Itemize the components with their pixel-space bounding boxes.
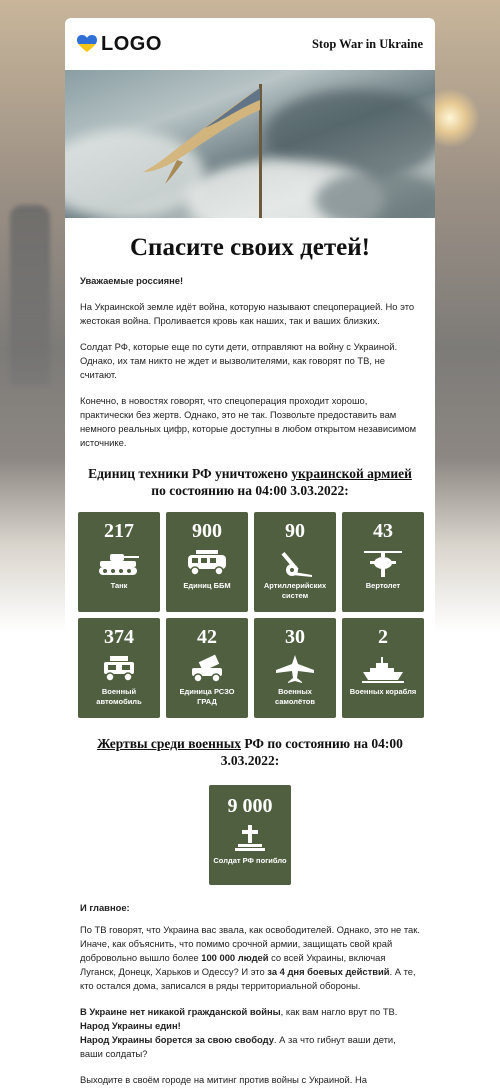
text-bold: Народ Украины един!	[80, 1020, 181, 1031]
tank-icon	[96, 548, 142, 578]
header	[65, 18, 435, 70]
helicopter-icon	[360, 548, 406, 578]
page-title: Спасите своих детей!	[129, 234, 370, 261]
tile-label: Солдат РФ погибло	[213, 856, 287, 865]
tile-ships	[342, 618, 424, 718]
tile-count: 900	[192, 520, 222, 542]
paragraph-2: Солдат РФ, которые еще по сути дети, отправляют на войну с Украиной. Однако, их там никто не ждет и вызволителями, как говорят по ТВ, не считают.	[80, 341, 398, 380]
tile-label: Военных самолётов	[275, 687, 315, 706]
fighter-jet-icon	[272, 654, 318, 684]
rocket-launcher-icon	[184, 654, 230, 684]
tile-label: Единица РСЗО ГРАД	[179, 687, 235, 706]
equipment-heading-text-2: по состоянию на 04:00 3.03.2022:	[151, 483, 349, 498]
paragraph-3: Конечно, в новостях говорят, что спецоперация проходит хорошо, практически без жертв. Однако, это не так. Позвольте предоставить вам немного реальных цифр, которые доступны в любом открытом независимом источнике.	[80, 395, 417, 448]
paragraph-1: На Украинской земле идёт война, которую называют спецоперацией. Но это жестокая война. Проливается кровь как наших, так и ваших близких.	[80, 301, 415, 326]
tile-label: Вертолет	[365, 581, 401, 590]
text-bold: за 4 дня боевых действий	[267, 966, 390, 977]
flag-icon	[135, 80, 275, 218]
text: . А за что гибнут ваши дети, ваши солдаты?	[80, 1034, 396, 1059]
email-card	[65, 18, 435, 1090]
text: , как вам нагло врут по ТВ.	[280, 1006, 398, 1017]
text-bold: 100 000 людей	[201, 952, 269, 963]
tile-label: Военный автомобиль	[96, 687, 142, 706]
tile-label: Военных корабля	[349, 687, 417, 696]
ukrainian-army-link[interactable]: украинской армией	[291, 466, 412, 481]
tile-count: 43	[373, 520, 393, 542]
hero-image	[65, 70, 435, 218]
tile-count: 2	[378, 626, 388, 648]
main-paragraph-2	[80, 1005, 420, 1061]
artillery-icon	[272, 548, 318, 578]
tile-soldiers-killed	[209, 785, 291, 885]
tile-count: 217	[104, 520, 134, 542]
logo[interactable]	[77, 33, 162, 56]
logo-text: LOGO	[101, 32, 162, 55]
tile-count: 30	[285, 626, 305, 648]
tile-helicopters	[342, 512, 424, 612]
military-truck-icon	[96, 654, 142, 684]
equipment-heading-text-1: Единиц техники РФ уничтожено	[88, 466, 292, 481]
casualties-link[interactable]: Жертвы среди военных	[97, 736, 241, 751]
tile-trucks	[78, 618, 160, 718]
main-paragraph-3: Выходите в своём городе на митинг против войны с Украиной. На	[80, 1074, 367, 1085]
tile-label: Единиц ББМ	[183, 581, 231, 590]
text-bold: В Украине нет никакой гражданской войны	[80, 1006, 281, 1017]
heart-flag-icon	[77, 35, 97, 53]
equipment-grid	[78, 512, 420, 718]
text: со всей Украины, включая Луганск, Донецк, Харьков и Одессу? И это	[80, 952, 386, 977]
main-paragraph-1	[80, 923, 420, 993]
tile-grad	[166, 618, 248, 718]
tile-bbm	[166, 512, 248, 612]
tile-count: 90	[285, 520, 305, 542]
text-bold: Народ Украины борется за свою свободу	[80, 1034, 274, 1045]
tile-count: 9 000	[227, 795, 273, 817]
background-statue	[10, 205, 50, 385]
main-heading: И главное:	[80, 902, 130, 913]
equipment-heading	[80, 465, 420, 499]
tile-jets	[254, 618, 336, 718]
greeting: Уважаемые россияне!	[80, 275, 184, 286]
losses-heading	[80, 735, 420, 769]
armored-vehicle-icon	[184, 548, 230, 578]
text: По ТВ говорят, что Украина вас звала, как освободителей. Однако, это не так. Иначе, как объяснить, что помимо срочной армии, защищать свой край добровольно вышло более	[80, 924, 420, 963]
warship-icon	[360, 654, 406, 684]
tile-label: Танк	[110, 581, 128, 590]
grave-cross-icon	[227, 823, 273, 853]
tile-count: 374	[104, 626, 134, 648]
stop-war-link[interactable]: Stop War in Ukraine	[311, 36, 423, 51]
losses-heading-text: РФ по состоянию на 04:00 3.03.2022:	[220, 736, 403, 768]
tile-count: 42	[197, 626, 217, 648]
tile-artillery	[254, 512, 336, 612]
tile-label: Артиллерийских систем	[263, 581, 327, 600]
tile-tanks	[78, 512, 160, 612]
text: . А те, кто остался дома, записался в ряды территориальной обороны.	[80, 966, 416, 991]
